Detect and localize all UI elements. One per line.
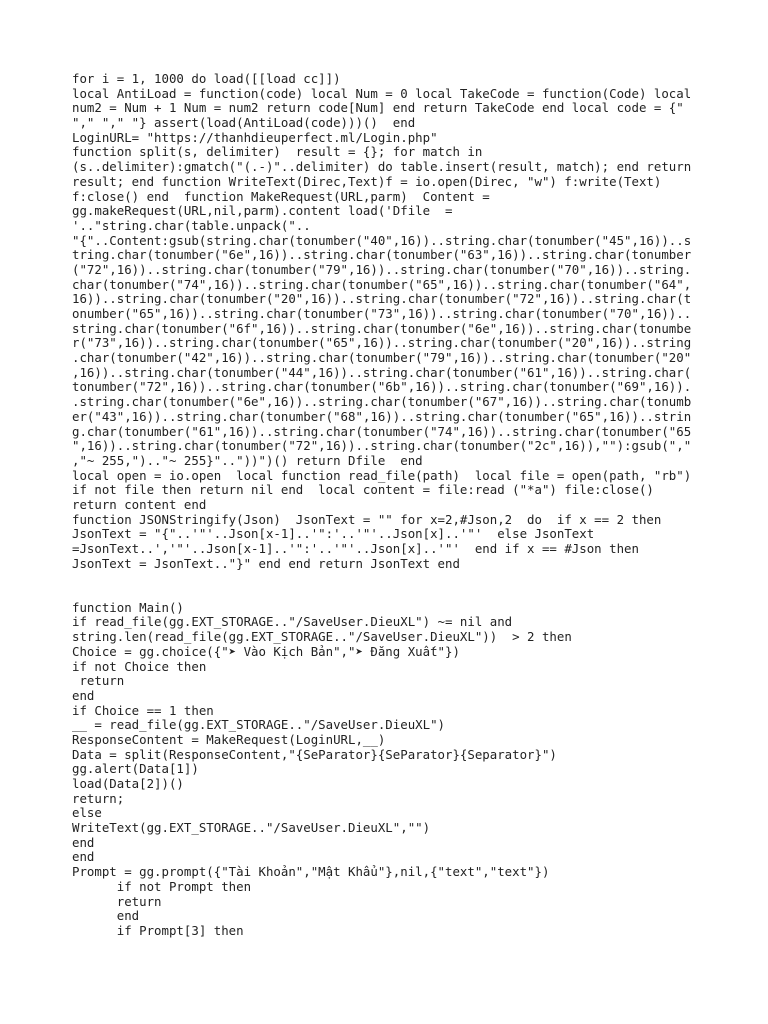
code-line: end (72, 835, 95, 850)
code-line: return content end (72, 497, 207, 512)
code-line: LoginURL= "https://thanhdieuperfect.ml/Login.php" (72, 130, 438, 145)
code-line: tring.char(tonumber("6e",16))..string.char(tonumber("63",16))..string.char(tonumber (72, 248, 692, 263)
code-line: onumber("65",16))..string.char(tonumber("73",16))..string.char(tonumber("70",16)).. (72, 307, 692, 321)
code-line: "{"..Content:gsub(string.char(tonumber("40",16))..string.char(tonumber("45",16))..s (72, 233, 692, 248)
code-line: Choice = gg.choice({"➤ Vào Kịch Bản","➤ Đăng Xuất"}) (72, 644, 460, 659)
code-line: WriteText(gg.EXT_STORAGE.."/SaveUser.DieuXL","") (72, 821, 431, 836)
code-line: if not file then return nil end local content = file:read ("*a") file:close() (72, 483, 654, 498)
code-line: ,"~ 255,").."~ 255}".."))")() return Dfile end (72, 453, 423, 468)
code-line: '.."string.char(table.unpack(".. (72, 218, 311, 233)
code-line: if Choice == 1 then (72, 703, 214, 718)
code-line: function Main() (72, 600, 184, 615)
code-line: string.char(tonumber("6f",16))..string.char(tonumber("6e",16))..string.char(tonumbe (72, 321, 692, 336)
code-line: load(Data[2])() (72, 777, 184, 791)
code-line: .char(tonumber("42",16))..string.char(tonumber("79",16))..string.char(tonumber("20" (72, 351, 692, 366)
code-line: local open = io.open local function read_file(path) local file = open(path, "rb") (72, 468, 692, 483)
code-line: Prompt = gg.prompt({"Tài Khoản","Mật Khẩu"},nil,{"text","text"}) (72, 865, 550, 880)
code-line: Data = split(ResponseContent,"{SeParator}{SeParator}{Separator}") (72, 747, 557, 762)
code-line: function JSONStringify(Json) JsonText = "" for x=2,#Json,2 do if x == 2 then (72, 512, 662, 527)
code-line: for i = 1, 1000 do load([[load cc]]) (72, 72, 341, 86)
code-line: r("73",16))..string.char(tonumber("65",16))..string.char(tonumber("20",16))..string (72, 336, 692, 351)
code-line: ",16))..string.char(tonumber("72",16))..string.char(tonumber("2c",16)),""):gsub("," (72, 439, 692, 454)
code-line: ,16))..string.char(tonumber("44",16))..string.char(tonumber("61",16))..string.char( (72, 365, 692, 380)
code-line: ResponseContent = MakeRequest(LoginURL,__) (72, 732, 386, 747)
code-line: g.char(tonumber("61",16))..string.char(tonumber("74",16))..string.char(tonumber("65 (72, 424, 692, 439)
blank-line (72, 571, 702, 586)
code-line: __ = read_file(gg.EXT_STORAGE.."/SaveUser.DieuXL") (72, 718, 445, 733)
code-line: return (72, 674, 125, 689)
code-line: if not Choice then (72, 659, 207, 674)
code-line: if Prompt[3] then (72, 923, 244, 938)
code-line: return; (72, 791, 125, 806)
code-line: else (72, 806, 102, 821)
code-line: er("43",16))..string.char(tonumber("68",16))..string.char(tonumber("65",16))..strin (72, 409, 692, 424)
code-line: if not Prompt then (72, 879, 252, 894)
code-line: (s..delimiter):gmatch("(.-)"..delimiter) do table.insert(result, match); end return (72, 160, 692, 175)
code-line: string.len(read_file(gg.EXT_STORAGE.."/SaveUser.DieuXL")) > 2 then (72, 630, 572, 645)
code-line: JsonText = "{"..'"'..Json[x-1]..'":'..'"'..Json[x]..'"' else JsonText (72, 527, 595, 542)
code-line: local AntiLoad = function(code) local Num = 0 local TakeCode = function(Code) local (72, 86, 692, 101)
code-line: end (72, 909, 140, 924)
code-line: .string.char(tonumber("6e",16))..string.char(tonumber("67",16))..string.char(tonumb (72, 395, 692, 410)
code-line: ("72",16))..string.char(tonumber("79",16))..string.char(tonumber("70",16))..string. (72, 262, 692, 277)
code-line: JsonText = JsonText.."}" end end return JsonText end (72, 556, 460, 571)
code-line: char(tonumber("74",16))..string.char(tonumber("65",16))..string.char(tonumber("64", (72, 277, 692, 292)
code-line: end (72, 850, 95, 865)
code-line: gg.alert(Data[1]) (72, 762, 199, 777)
code-line: return (72, 894, 162, 909)
code-line: num2 = Num + 1 Num = num2 return code[Num] end return TakeCode end local code = {" (72, 101, 684, 116)
code-line: "," "," "} assert(load(AntiLoad(code)))() end (72, 116, 416, 131)
code-line: tonumber("72",16))..string.char(tonumber("6b",16))..string.char(tonumber("69",16)). (72, 380, 692, 395)
code-line: function split(s, delimiter) result = {}; for match in (72, 145, 483, 160)
code-document (72, 72, 702, 939)
code-line: f:close() end function MakeRequest(URL,parm) Content = (72, 189, 490, 204)
code-line: 16))..string.char(tonumber("20",16))..string.char(tonumber("72",16))..string.char(t (72, 292, 692, 307)
code-line: gg.makeRequest(URL,nil,parm).content load('Dfile = (72, 204, 453, 219)
blank-line (72, 586, 702, 601)
code-line: end (72, 688, 95, 703)
code-line: result; end function WriteText(Direc,Text)f = io.open(Direc, "w") f:write(Text) (72, 174, 662, 189)
code-line: =JsonText..','"'..Json[x-1]..'":'..'"'..Json[x]..'"' end if x == #Json then (72, 542, 639, 556)
code-line: if read_file(gg.EXT_STORAGE.."/SaveUser.DieuXL") ~= nil and (72, 615, 513, 630)
